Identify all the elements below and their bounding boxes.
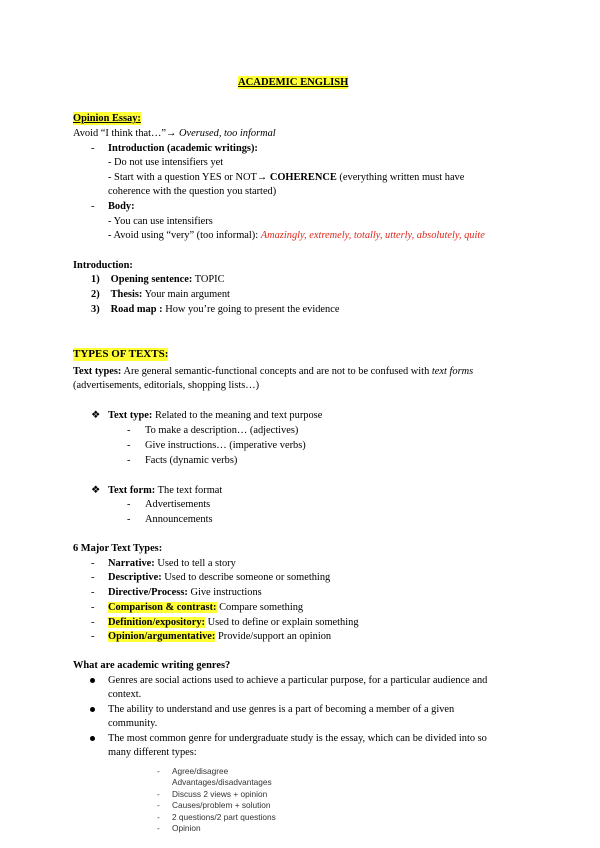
genre-type: 2 questions/2 part questions bbox=[172, 812, 276, 822]
dash-marker: - bbox=[127, 514, 131, 525]
major-type-item bbox=[108, 630, 331, 643]
introduction-heading: Introduction: bbox=[73, 260, 133, 271]
item-number: 2) bbox=[91, 289, 100, 300]
dash-marker: - bbox=[91, 631, 95, 642]
intro-point-coherence bbox=[108, 171, 526, 184]
major-type-item bbox=[108, 616, 359, 629]
dash-marker: - bbox=[91, 558, 95, 569]
dash-marker: - bbox=[91, 587, 95, 598]
avoid-note: Overused, too informal bbox=[179, 128, 276, 139]
intro-point: - Do not use intensifiers yet bbox=[108, 157, 224, 168]
def-text: Are general semantic-functional concepts and are not to be confused with bbox=[123, 366, 430, 377]
genre-point: The ability to understand and use genres is a part of becoming a member of a given bbox=[108, 704, 455, 715]
item-label: Road map : bbox=[110, 304, 163, 315]
def-cont: (advertisements, editorials, shopping lists…) bbox=[73, 380, 260, 391]
text-type-item: To make a description… (adjectives) bbox=[145, 425, 299, 436]
dash-marker: - bbox=[157, 800, 160, 810]
major-type-item bbox=[108, 586, 262, 599]
dash-marker: - bbox=[127, 425, 131, 436]
intensifier-examples: Amazingly, extremely, totally, utterly, absolutely, quite bbox=[260, 230, 485, 241]
major-type-item bbox=[108, 557, 236, 570]
dash-marker: - bbox=[91, 143, 95, 154]
body-label: Body: bbox=[108, 201, 135, 212]
intro-item bbox=[91, 273, 225, 286]
intro-item bbox=[91, 303, 339, 316]
def-italic: text forms bbox=[431, 366, 474, 377]
major-label: Directive/Process: bbox=[108, 587, 188, 598]
dash-marker: - bbox=[157, 766, 160, 776]
body-point: - You can use intensifiers bbox=[108, 216, 213, 227]
major-label: Descriptive: bbox=[108, 572, 162, 583]
genre-point-cont: many different types: bbox=[108, 747, 197, 758]
genre-type: Agree/disagree bbox=[172, 766, 229, 776]
genre-point: Genres are social actions used to achieve a particular purpose, for a particular audience and bbox=[108, 675, 488, 686]
dash-marker: - bbox=[127, 499, 131, 510]
text-type-item: Facts (dynamic verbs) bbox=[145, 455, 238, 466]
bullet-dot-icon bbox=[90, 678, 95, 683]
item-number: 3) bbox=[91, 304, 100, 315]
diamond-bullet-icon: ❖ bbox=[91, 485, 101, 496]
intro-item bbox=[91, 288, 230, 301]
dash-marker: - bbox=[157, 789, 160, 799]
genres-heading: What are academic writing genres? bbox=[73, 660, 231, 671]
coherence-note: (everything written must have bbox=[339, 172, 465, 183]
dash-marker: - bbox=[127, 440, 131, 451]
major-types-heading: 6 Major Text Types: bbox=[73, 543, 163, 554]
bullet-dot-icon bbox=[90, 707, 95, 712]
item-number: 1) bbox=[91, 274, 100, 285]
dash-marker: - bbox=[91, 617, 95, 628]
genre-type: Advantages/disadvantages bbox=[172, 777, 272, 787]
major-type-item bbox=[108, 571, 330, 584]
dash-marker: - bbox=[127, 455, 131, 466]
major-label: Definition/expository: bbox=[108, 617, 205, 628]
major-label: Narrative: bbox=[108, 558, 155, 569]
dash-marker: - bbox=[157, 812, 160, 822]
genre-point-cont: community. bbox=[108, 718, 158, 729]
item-label: Opening sentence: bbox=[110, 274, 193, 285]
genre-point-cont: context. bbox=[108, 689, 142, 700]
genre-point: The most common genre for undergraduate study is the essay, which can be divided into so bbox=[108, 733, 487, 744]
types-heading: TYPES OF TEXTS: bbox=[73, 348, 169, 360]
text-form-text: The text format bbox=[157, 485, 223, 496]
arrow-glyph: → bbox=[256, 172, 268, 183]
text-types-definition bbox=[73, 365, 526, 378]
text-type-item: Give instructions… (imperative verbs) bbox=[145, 440, 306, 451]
item-text: How you’re going to present the evidence bbox=[165, 304, 340, 315]
body-point: - Avoid using “very” (too informal): bbox=[108, 230, 259, 241]
body-point-intensifiers bbox=[108, 229, 485, 242]
dash-marker: - bbox=[91, 602, 95, 613]
text-form-item: Advertisements bbox=[145, 499, 211, 510]
major-text: Used to tell a story bbox=[157, 558, 236, 569]
intro-point: - Start with a question YES or NOT bbox=[108, 172, 257, 183]
major-text: Give instructions bbox=[190, 587, 262, 598]
major-text: Used to describe someone or something bbox=[164, 572, 331, 583]
text-form-label: Text form: bbox=[108, 485, 156, 496]
dash-marker: - bbox=[157, 823, 160, 833]
major-label: Comparison & contrast: bbox=[108, 602, 217, 613]
major-text: Compare something bbox=[219, 602, 304, 613]
intro-academic-label: Introduction (academic writings): bbox=[108, 143, 258, 154]
text-form-item: Announcements bbox=[145, 514, 213, 525]
dash-marker: - bbox=[91, 201, 95, 212]
genre-type: Opinion bbox=[172, 823, 201, 833]
avoid-prefix: Avoid “I think that…” bbox=[73, 128, 167, 139]
major-label: Opinion/argumentative: bbox=[108, 631, 216, 642]
item-text: Your main argument bbox=[144, 289, 230, 300]
text-type-text: Related to the meaning and text purpose bbox=[154, 410, 323, 421]
diamond-bullet-icon: ❖ bbox=[91, 410, 101, 421]
text-type-label: Text type: bbox=[108, 410, 153, 421]
genre-type: Causes/problem + solution bbox=[172, 800, 271, 810]
genre-type: Discuss 2 views + opinion bbox=[172, 789, 268, 799]
major-text: Used to define or explain something bbox=[207, 617, 359, 628]
item-label: Thesis: bbox=[110, 289, 143, 300]
coherence-cont: coherence with the question you started) bbox=[108, 186, 277, 197]
opinion-essay-heading: Opinion Essay: bbox=[73, 113, 141, 124]
text-type-line bbox=[108, 409, 322, 422]
page-title: ACADEMIC ENGLISH bbox=[238, 77, 349, 88]
bullet-dot-icon bbox=[90, 736, 95, 741]
major-text: Provide/support an opinion bbox=[217, 631, 332, 642]
def-label: Text types: bbox=[73, 366, 122, 377]
arrow-glyph: → bbox=[166, 128, 177, 139]
dash-marker: - bbox=[91, 572, 95, 583]
text-form-line bbox=[108, 484, 222, 497]
item-text: TOPIC bbox=[194, 274, 225, 285]
coherence-word: COHERENCE bbox=[269, 172, 337, 183]
avoid-line bbox=[73, 127, 276, 140]
major-type-item bbox=[108, 601, 303, 614]
